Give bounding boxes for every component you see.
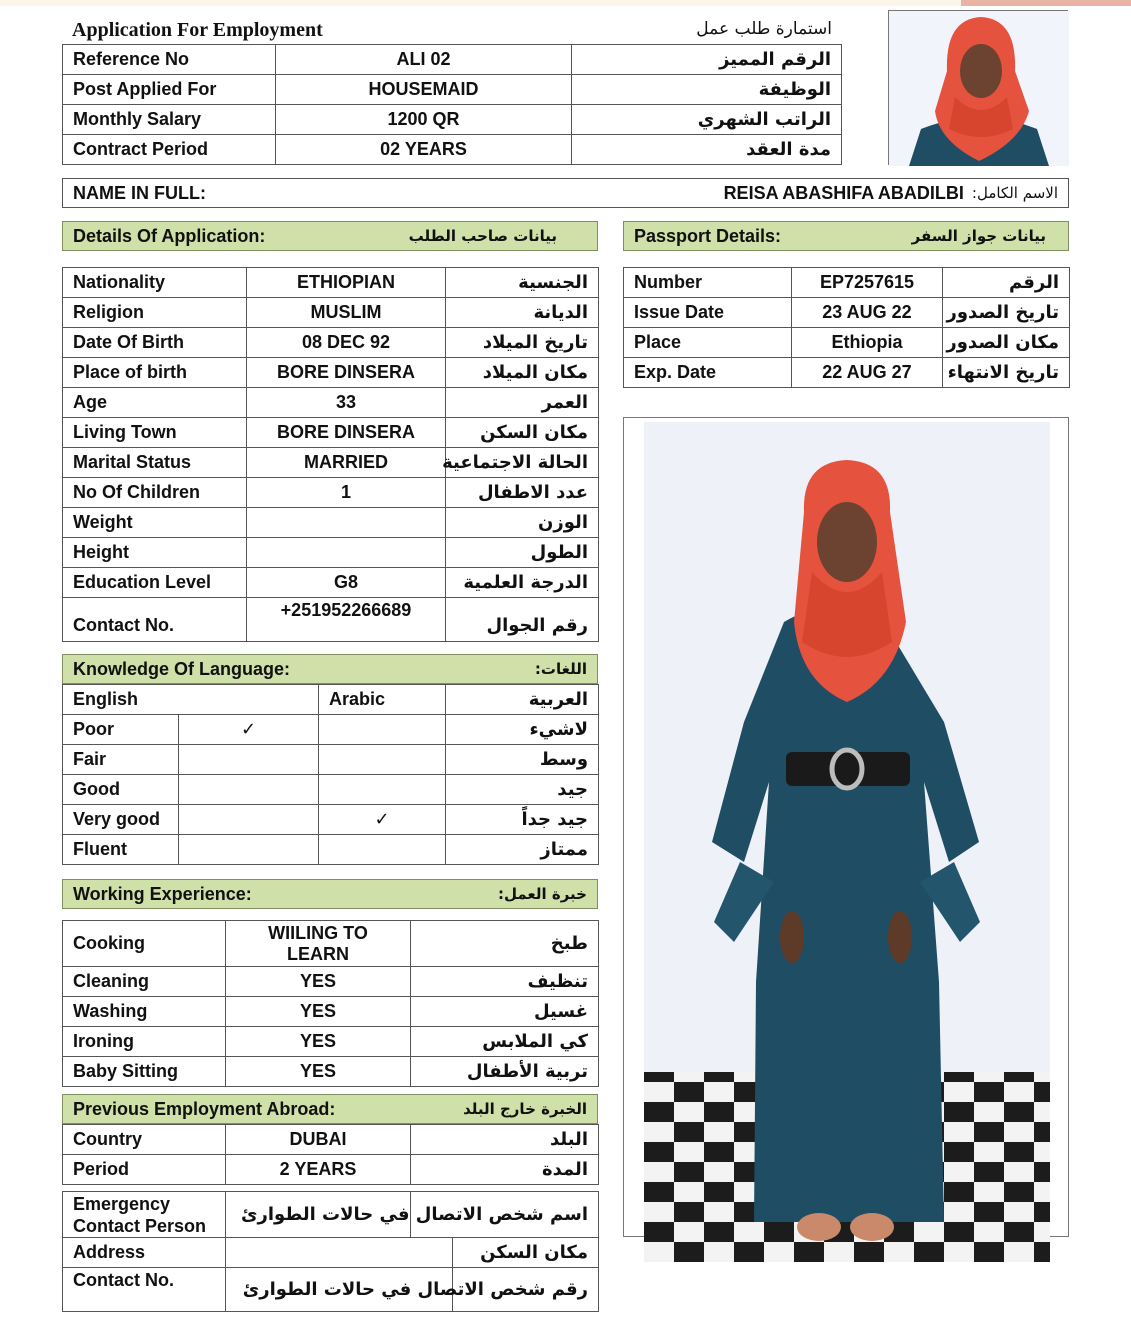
table-row (63, 388, 599, 418)
issue-place-label: Place (624, 328, 792, 358)
level-poor-label: Poor (63, 715, 179, 745)
table-row (63, 508, 599, 538)
issue-date-value: 23 AUG 22 (792, 298, 943, 328)
baby-sitting-label-arabic: تربية الأطفال (411, 1057, 599, 1087)
ironing-label: Ironing (63, 1027, 226, 1057)
cleaning-label-arabic: تنظيف (411, 967, 599, 997)
table-row (63, 1268, 599, 1312)
arabic-column-header-arabic: العربية (446, 685, 599, 715)
table-row (63, 835, 599, 865)
table-row (63, 1192, 599, 1238)
ironing-value: YES (226, 1027, 411, 1057)
level-very-good-label: Very good (63, 805, 179, 835)
birthplace-value: BORE DINSERA (247, 358, 446, 388)
arabic-poor-check (319, 715, 446, 745)
form-title: Application For Employment (72, 19, 323, 41)
issue-date-label-arabic: تاريخ الصدور (943, 298, 1070, 328)
salary-value: 1200 QR (276, 105, 572, 135)
language-table (62, 684, 599, 865)
table-row (63, 715, 599, 745)
expiry-date-value: 22 AUG 27 (792, 358, 943, 388)
previous-employment-section-title: Previous Employment Abroad: (73, 1098, 336, 1119)
period-value: 2 YEARS (226, 1155, 411, 1185)
age-label-arabic: العمر (446, 388, 599, 418)
passport-table (623, 267, 1070, 388)
passport-number-value: EP7257615 (792, 268, 943, 298)
washing-value: YES (226, 997, 411, 1027)
arabic-good-check (319, 775, 446, 805)
table-row (63, 268, 599, 298)
children-label: No Of Children (63, 478, 247, 508)
table-row (63, 328, 599, 358)
religion-value: MUSLIM (247, 298, 446, 328)
expiry-date-label-arabic: تاريخ الانتهاء (943, 358, 1070, 388)
table-row (63, 298, 599, 328)
full-name-value: REISA ABASHIFA ABADILBI (723, 182, 964, 203)
living-town-value: BORE DINSERA (247, 418, 446, 448)
country-label: Country (63, 1125, 226, 1155)
education-label: Education Level (63, 568, 247, 598)
living-town-label: Living Town (63, 418, 247, 448)
height-label: Height (63, 538, 247, 568)
table-row (63, 358, 599, 388)
marital-status-label-arabic: الحالة الاجتماعية (446, 448, 599, 478)
english-fair-check (179, 745, 319, 775)
salary-label: Monthly Salary (63, 105, 276, 135)
living-town-label-arabic: مكان السكن (446, 418, 599, 448)
level-fluent-label-arabic: ممتاز (446, 835, 599, 865)
birthplace-label: Place of birth (63, 358, 247, 388)
cleaning-value: YES (226, 967, 411, 997)
table-row (624, 298, 1070, 328)
details-section-title: Details Of Application: (73, 225, 266, 246)
table-row (624, 358, 1070, 388)
table-row (63, 1155, 599, 1185)
table-row (624, 268, 1070, 298)
birthplace-label-arabic: مكان الميلاد (446, 358, 599, 388)
weight-value (247, 508, 446, 538)
contact-value: +251952266689 (247, 598, 446, 642)
dob-label-arabic: تاريخ الميلاد (446, 328, 599, 358)
table-row (63, 135, 842, 165)
table-row (63, 685, 599, 715)
english-poor-check: ✓ (179, 715, 319, 745)
level-fluent-label: Fluent (63, 835, 179, 865)
education-label-arabic: الدرجة العلمية (446, 568, 599, 598)
contract-label: Contract Period (63, 135, 276, 165)
table-row (63, 75, 842, 105)
cooking-label-arabic: طبخ (411, 921, 599, 967)
cooking-label: Cooking (63, 921, 226, 967)
nationality-label: Nationality (63, 268, 247, 298)
dob-value: 08 DEC 92 (247, 328, 446, 358)
address-label-arabic: مكان السكن (453, 1238, 599, 1268)
table-row (63, 1238, 599, 1268)
portrait-figure (889, 11, 1069, 166)
passport-number-label: Number (624, 268, 792, 298)
contact-label: Contact No. (63, 598, 247, 642)
salary-label-arabic: الراتب الشهري (572, 105, 842, 135)
period-label-arabic: المدة (411, 1155, 599, 1185)
table-row (63, 105, 842, 135)
education-value: G8 (247, 568, 446, 598)
details-section-title-arabic: بيانات صاحب الطلب (408, 227, 557, 245)
emergency-contact-label: Contact No. (63, 1268, 226, 1312)
top-decor-bar (0, 0, 1131, 6)
post-label-arabic: الوظيفة (572, 75, 842, 105)
level-good-label: Good (63, 775, 179, 805)
arabic-fair-check (319, 745, 446, 775)
washing-label: Washing (63, 997, 226, 1027)
weight-label: Weight (63, 508, 247, 538)
table-row (63, 45, 842, 75)
full-name-row (62, 178, 1069, 208)
age-label: Age (63, 388, 247, 418)
previous-employment-section-header (62, 1094, 598, 1124)
passport-section-header (623, 221, 1069, 251)
age-value: 33 (247, 388, 446, 418)
cleaning-label: Cleaning (63, 967, 226, 997)
cooking-value: WIILING TO LEARN (226, 921, 411, 967)
contract-value: 02 YEARS (276, 135, 572, 165)
english-fluent-check (179, 835, 319, 865)
table-row (63, 1057, 599, 1087)
table-row (63, 418, 599, 448)
experience-section-title: Working Experience: (73, 883, 252, 904)
arabic-very-good-check: ✓ (319, 805, 446, 835)
experience-section-header (62, 879, 598, 909)
nationality-label-arabic: الجنسية (446, 268, 599, 298)
table-row (63, 775, 599, 805)
language-section-header (62, 654, 598, 684)
washing-label-arabic: غسيل (411, 997, 599, 1027)
table-row (624, 328, 1070, 358)
address-label: Address (63, 1238, 226, 1268)
full-name-label-arabic: الاسم الكامل: (971, 184, 1058, 202)
nationality-value: ETHIOPIAN (247, 268, 446, 298)
level-good-label-arabic: جيد (446, 775, 599, 805)
table-row (63, 745, 599, 775)
full-length-photo (623, 417, 1069, 1237)
header-table (62, 44, 842, 165)
table-row (63, 805, 599, 835)
passport-section-title-arabic: بيانات جواز السفر (911, 227, 1046, 245)
children-value: 1 (247, 478, 446, 508)
level-fair-label-arabic: وسط (446, 745, 599, 775)
issue-date-label: Issue Date (624, 298, 792, 328)
ironing-label-arabic: كي الملابس (411, 1027, 599, 1057)
english-column-header: English (63, 685, 319, 715)
reference-value: ALI 02 (276, 45, 572, 75)
previous-employment-table (62, 1124, 599, 1185)
table-row (63, 448, 599, 478)
table-row (63, 1125, 599, 1155)
marital-status-label: Marital Status (63, 448, 247, 478)
experience-section-title-arabic: خبرة العمل: (497, 885, 587, 903)
full-length-figure (644, 422, 1050, 1262)
english-very-good-check (179, 805, 319, 835)
religion-label: Religion (63, 298, 247, 328)
religion-label-arabic: الديانة (446, 298, 599, 328)
details-table (62, 267, 599, 642)
address-value (226, 1238, 453, 1268)
reference-label: Reference No (63, 45, 276, 75)
table-row (63, 967, 599, 997)
emergency-contact-label-arabic: رقم شخص الاتصال في حالات الطوارئ (453, 1268, 599, 1312)
form-title-arabic: استمارة طلب عمل (696, 19, 832, 39)
full-name-label: NAME IN FULL: (73, 182, 206, 203)
post-label: Post Applied For (63, 75, 276, 105)
arabic-fluent-check (319, 835, 446, 865)
top-decor-accent (961, 0, 1131, 6)
emergency-person-label-arabic: اسم شخص الاتصال في حالات الطوارئ (411, 1192, 599, 1238)
baby-sitting-label: Baby Sitting (63, 1057, 226, 1087)
marital-status-value: MARRIED (247, 448, 446, 478)
passport-section-title: Passport Details: (634, 225, 782, 246)
height-value (247, 538, 446, 568)
country-label-arabic: البلد (411, 1125, 599, 1155)
period-label: Period (63, 1155, 226, 1185)
previous-employment-section-title-arabic: الخبرة خارج البلد (463, 1100, 587, 1118)
table-row (63, 538, 599, 568)
emergency-person-label: Emergency Contact Person (63, 1192, 226, 1238)
arabic-column-header: Arabic (319, 685, 446, 715)
portrait-photo (888, 10, 1068, 165)
country-value: DUBAI (226, 1125, 411, 1155)
passport-number-label-arabic: الرقم (943, 268, 1070, 298)
table-row (63, 568, 599, 598)
table-row (63, 997, 599, 1027)
language-section-title: Knowledge Of Language: (73, 658, 291, 679)
level-very-good-label-arabic: جيد جداً (446, 805, 599, 835)
weight-label-arabic: الوزن (446, 508, 599, 538)
contact-label-arabic: رقم الجوال (446, 598, 599, 642)
issue-place-value: Ethiopia (792, 328, 943, 358)
level-poor-label-arabic: لاشيء (446, 715, 599, 745)
table-row (63, 598, 599, 642)
experience-table (62, 920, 599, 1087)
details-section-header (62, 221, 598, 251)
baby-sitting-value: YES (226, 1057, 411, 1087)
dob-label: Date Of Birth (63, 328, 247, 358)
table-row (63, 1027, 599, 1057)
table-row (63, 921, 599, 967)
table-row (63, 478, 599, 508)
issue-place-label-arabic: مكان الصدور (943, 328, 1070, 358)
height-label-arabic: الطول (446, 538, 599, 568)
contract-label-arabic: مدة العقد (572, 135, 842, 165)
post-value: HOUSEMAID (276, 75, 572, 105)
english-good-check (179, 775, 319, 805)
expiry-date-label: Exp. Date (624, 358, 792, 388)
level-fair-label: Fair (63, 745, 179, 775)
language-section-title-arabic: اللغات: (534, 660, 587, 678)
reference-label-arabic: الرقم المميز (572, 45, 842, 75)
emergency-contact-table (62, 1191, 599, 1312)
children-label-arabic: عدد الاطفال (446, 478, 599, 508)
